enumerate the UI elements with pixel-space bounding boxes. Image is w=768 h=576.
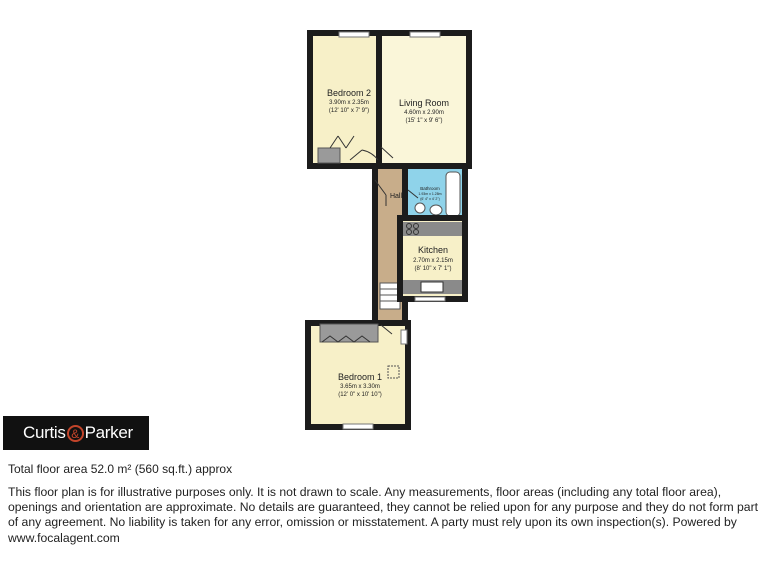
toilet bbox=[415, 203, 425, 213]
bathtub bbox=[446, 172, 460, 216]
kitchen-name: Kitchen bbox=[417, 245, 449, 255]
bedroom1-name: Bedroom 1 bbox=[337, 372, 383, 382]
logo-text-1: Curtis bbox=[23, 423, 66, 442]
living-window bbox=[410, 32, 440, 37]
disclaimer-text: This floor plan is for illustrative purposes only. It is not drawn to scale. Any measurements, floor areas (including any total floor area), openings and orientation are approximate. No details are guaranteed, they cannot be relied upon for any purpose and they do not form part of any agreement. No liability is taken for any error, omission or misstatement. A party must rely upon its own inspection(s). Powered by www.focalagent.com bbox=[8, 485, 759, 545]
basin bbox=[430, 205, 442, 215]
kitchen-counter-top bbox=[403, 222, 462, 236]
bathroom-name: Bathroom bbox=[420, 186, 440, 191]
agency-logo bbox=[3, 416, 149, 450]
total-floor-area: Total floor area 52.0 m² (560 sq.ft.) approx bbox=[8, 462, 233, 476]
bedroom2-wardrobe bbox=[318, 148, 340, 163]
bedroom2-window bbox=[339, 32, 369, 37]
kitchen-window bbox=[415, 297, 445, 301]
hall-name: Hall bbox=[389, 193, 403, 200]
bathroom-metric: 1.93m x 1.28m bbox=[418, 192, 442, 196]
logo-ampersand: & bbox=[67, 425, 84, 442]
bedroom2-lower-wall bbox=[310, 163, 347, 169]
living-metric: 4.60m x 2.90m bbox=[404, 110, 444, 116]
kitchen-metric: 2.70m x 2.15m bbox=[413, 258, 453, 264]
bedroom1-side-window bbox=[401, 330, 407, 344]
bedroom1-window bbox=[343, 424, 373, 429]
bedroom2-metric: 3.90m x 2.35m bbox=[329, 100, 369, 106]
sink bbox=[421, 282, 443, 292]
bedroom1-wardrobe bbox=[320, 324, 378, 342]
living-imperial: (15' 1" x 9' 6") bbox=[405, 118, 443, 124]
living-name: Living Room bbox=[398, 98, 450, 108]
bedroom2-imperial: (12' 10" x 7' 9") bbox=[328, 108, 370, 114]
logo-text-2: Parker bbox=[84, 423, 133, 442]
bathroom-imperial: (6' 4" x 4' 2") bbox=[420, 197, 440, 201]
bedroom1-metric: 3.65m x 3.30m bbox=[340, 384, 380, 390]
bedroom1-imperial: (12' 0" x 10' 10") bbox=[338, 392, 382, 398]
kitchen-imperial: (8' 10" x 7' 1") bbox=[414, 266, 452, 272]
bedroom2-name: Bedroom 2 bbox=[326, 88, 372, 98]
